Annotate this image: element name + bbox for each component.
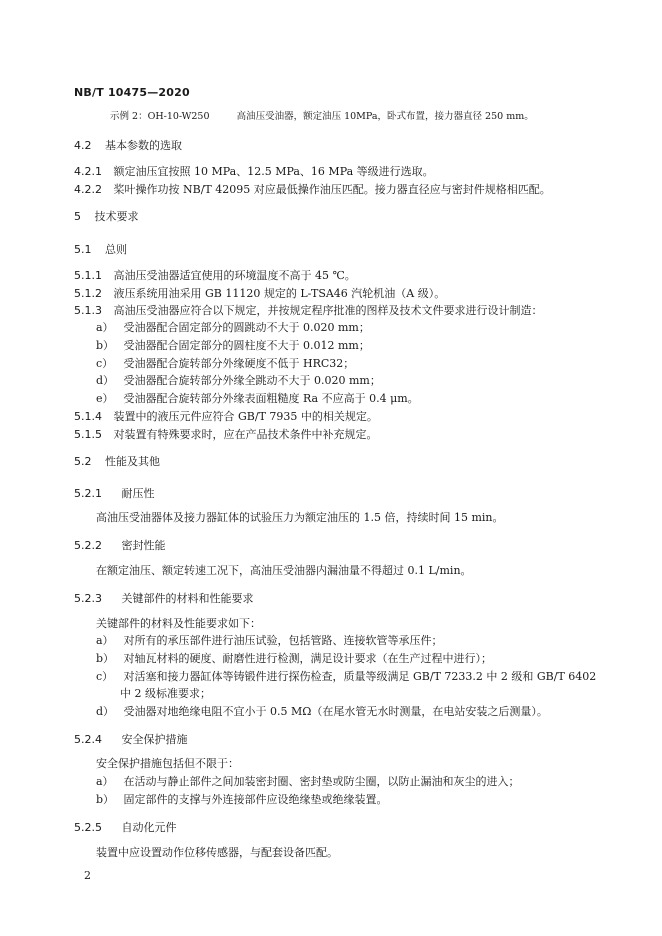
clause-5-2-1-text: 高油压受油器体及接力器缸体的试验压力为额定油压的 1.5 倍，持续时间 15 min。 — [96, 511, 504, 524]
list-item — [96, 670, 596, 684]
section-5-2-heading — [74, 455, 160, 469]
clause-text: 高油压受油器应符合以下规定，并按规定程序批准的图样及技术文件要求进行设计制造： — [113, 304, 543, 317]
item-text: 受油器配合旋转部分外缘硬度不低于 HRC32； — [123, 357, 355, 370]
clause-text: 高油压受油器适宜使用的环境温度不高于 45 ℃。 — [113, 269, 356, 282]
clause-text: 液压系统用油采用 GB 11120 规定的 L-TSA46 汽轮机油（A 级）。 — [113, 287, 446, 300]
clause-5-2-2-text: 在额定油压、额定转速工况下，高油压受油器内漏油量不得超过 0.1 L/min。 — [96, 564, 472, 577]
section-5-heading — [74, 210, 139, 224]
clause-number: 4.2.2 — [74, 183, 102, 196]
item-text: 受油器配合固定部分的圆柱度不大于 0.012 mm； — [123, 339, 370, 352]
clause-text: 额定油压宜按照 10 MPa、12.5 MPa、16 MPa 等级进行选取。 — [113, 165, 434, 178]
clause-5-1-4 — [74, 410, 378, 424]
clause-5-1-5 — [74, 428, 378, 442]
clause-title: 安全保护措施 — [121, 733, 188, 746]
section-title: 性能及其他 — [105, 455, 160, 468]
clause-title: 密封性能 — [121, 539, 166, 552]
list-item — [96, 705, 548, 719]
item-label: d） — [96, 374, 115, 387]
list-item — [96, 793, 388, 807]
section-4-2-heading — [74, 139, 182, 153]
section-title: 技术要求 — [94, 210, 139, 223]
clause-number: 5.2.5 — [74, 821, 102, 834]
section-title: 总则 — [105, 243, 127, 256]
clause-title: 自动化元件 — [121, 821, 177, 834]
clause-5-2-5-heading — [74, 821, 177, 835]
item-text: 受油器配合旋转部分外缘表面粗糙度 Ra 不应高于 0.4 μm。 — [123, 392, 419, 405]
item-label: d） — [96, 705, 115, 718]
item-text: 固定部件的支撑与外连接部件应设绝缘垫或绝缘装置。 — [123, 793, 388, 806]
list-item — [96, 634, 443, 648]
document-code: NB/T 10475—2020 — [74, 86, 190, 99]
clause-text: 桨叶操作功按 NB/T 42095 对应最低操作油压匹配。接力器直径应与密封件规格相匹配。 — [113, 183, 551, 196]
item-label: b） — [96, 652, 115, 665]
clause-number: 5.1.3 — [74, 304, 102, 317]
clause-number: 5.1.4 — [74, 410, 102, 423]
clause-5-1-3 — [74, 304, 543, 318]
list-item — [96, 775, 520, 789]
example-text: 高油压受油器，额定油压 10MPa，卧式布置，接力器直径 250 mm。 — [236, 111, 534, 122]
clause-5-1-1 — [74, 269, 356, 283]
clause-5-2-3-heading — [74, 592, 254, 606]
clause-title: 耐压性 — [121, 487, 155, 500]
item-text: 在活动与静止部件之间加装密封圈、密封垫或防尘圈，以防止漏油和灰尘的进入； — [123, 775, 520, 788]
section-number: 4.2 — [74, 139, 92, 152]
clause-number: 5.2.4 — [74, 733, 102, 746]
item-text: 对轴瓦材料的硬度、耐磨性进行检测，满足设计要求（在生产过程中进行）； — [123, 652, 492, 665]
item-text: 对活塞和接力器缸体等铸锻件进行探伤检查，质量等级满足 GB/T 7233.2 中 2 级和 GB/T 6402 — [123, 670, 597, 683]
clause-5-2-1-heading — [74, 487, 155, 501]
item-text: 受油器配合固定部分的圆跳动不大于 0.020 mm； — [123, 321, 370, 334]
item-label: e） — [96, 392, 114, 405]
item-text: 对所有的承压部件进行油压试验，包括管路、连接软管等承压件； — [123, 634, 443, 647]
item-label: c） — [96, 670, 114, 683]
list-item — [96, 321, 370, 335]
clause-title: 关键部件的材料和性能要求 — [121, 592, 254, 605]
item-text: 受油器对地绝缘电阻不宜小于 0.5 MΩ（在尾水管无水时测量，在电站安装之后测量）。 — [123, 705, 548, 718]
item-label: c） — [96, 357, 114, 370]
section-number: 5.2 — [74, 455, 92, 468]
clause-number: 4.2.1 — [74, 165, 102, 178]
clause-4-2-2 — [74, 183, 551, 197]
clause-number: 5.1.2 — [74, 287, 102, 300]
item-label: b） — [96, 339, 115, 352]
clause-5-2-5-text: 装置中应设置动作位移传感器，与配套设备匹配。 — [96, 846, 338, 859]
list-item — [96, 357, 354, 371]
item-label: b） — [96, 793, 115, 806]
item-text: 受油器配合旋转部分外缘全跳动不大于 0.020 mm； — [123, 374, 381, 387]
item-label: a） — [96, 321, 114, 334]
item-label: a） — [96, 634, 114, 647]
list-item — [96, 652, 492, 666]
clause-number: 5.2.2 — [74, 539, 102, 552]
item-label: a） — [96, 775, 114, 788]
list-item — [96, 374, 381, 388]
clause-5-2-4-intro: 安全保护措施包括但不限于： — [96, 757, 239, 770]
clause-number: 5.1.1 — [74, 269, 102, 282]
clause-4-2-1 — [74, 165, 434, 179]
clause-number: 5.2.3 — [74, 592, 102, 605]
list-item — [96, 339, 370, 353]
clause-text: 对装置有特殊要求时，应在产品技术条件中补充规定。 — [113, 428, 378, 441]
example-2 — [110, 110, 534, 124]
clause-number: 5.2.1 — [74, 487, 102, 500]
page-number: 2 — [84, 869, 91, 882]
clause-5-2-2-heading — [74, 539, 166, 553]
section-5-1-heading — [74, 243, 127, 257]
example-label: 示例 2：OH-10-W250 — [110, 111, 210, 122]
section-number: 5.1 — [74, 243, 92, 256]
list-item — [96, 392, 419, 406]
list-item-continuation: 中 2 级标准要求； — [120, 687, 211, 700]
clause-5-1-2 — [74, 287, 445, 301]
clause-5-2-3-intro: 关键部件的材料及性能要求如下： — [96, 617, 261, 630]
clause-text: 装置中的液压元件应符合 GB/T 7935 中的相关规定。 — [113, 410, 378, 423]
section-title: 基本参数的选取 — [105, 139, 182, 152]
clause-number: 5.1.5 — [74, 428, 102, 441]
section-number: 5 — [74, 210, 81, 223]
clause-5-2-4-heading — [74, 733, 188, 747]
